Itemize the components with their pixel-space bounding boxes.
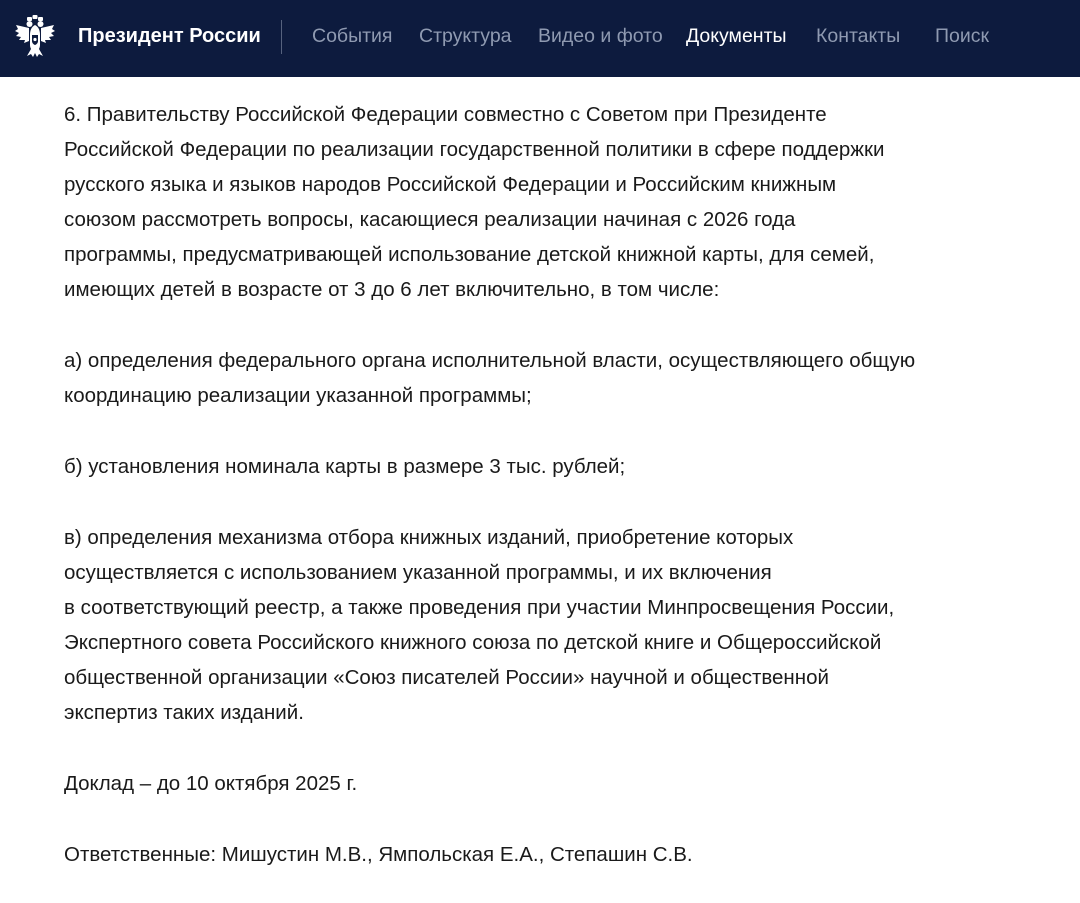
nav-item-events[interactable]: События [312, 25, 393, 47]
nav-divider [281, 20, 282, 54]
responsible-persons: Ответственные: Мишустин М.В., Ямпольская Е.А., Степашин С.В. [64, 843, 693, 866]
nav-item-documents[interactable]: Документы [686, 25, 787, 47]
paragraph-item-6: 6. Правительству Российской Федерации совместно с Советом при Президенте Российской Федерации по реализации государственной политики в сфере поддержки русского языка и языков народов Российской Федерации и Российским книжным союзом рассмотреть вопросы, касающиеся реализации начиная с 2026 года программы, предусматривающей использование детской книжной карты, для семей, имеющих детей в возрасте от 3 до 6 лет включительно, в том числе: [64, 103, 885, 301]
document-body [64, 97, 1024, 872]
report-deadline: Доклад – до 10 октября 2025 г. [64, 772, 358, 795]
nav-item-video-photo[interactable]: Видео и фото [538, 25, 663, 47]
brand-link[interactable]: Президент России [78, 25, 261, 47]
paragraph-subitem-b: б) установления номинала карты в размере 3 тыс. рублей; [64, 455, 626, 478]
paragraph-subitem-v: в) определения механизма отбора книжных изданий, приобретение которых осуществляется с использованием указанной программы, и их включения в соответствующий реестр, а также проведения при участии Минпросвещения России, Экспертного совета Российского книжного союза по детской книге и Общероссийской общественной организации «Союз писателей России» научной и общественной экспертиз таких изданий. [64, 526, 895, 724]
paragraph-subitem-a: а) определения федерального органа исполнительной власти, осуществляющего общую координацию реализации указанной программы; [64, 349, 916, 407]
nav-item-search[interactable]: Поиск [935, 25, 990, 47]
nav-item-structure[interactable]: Структура [419, 25, 512, 47]
nav-item-contacts[interactable]: Контакты [816, 25, 901, 47]
top-navigation-bar [0, 0, 1080, 77]
double-headed-eagle-icon[interactable] [14, 15, 56, 57]
